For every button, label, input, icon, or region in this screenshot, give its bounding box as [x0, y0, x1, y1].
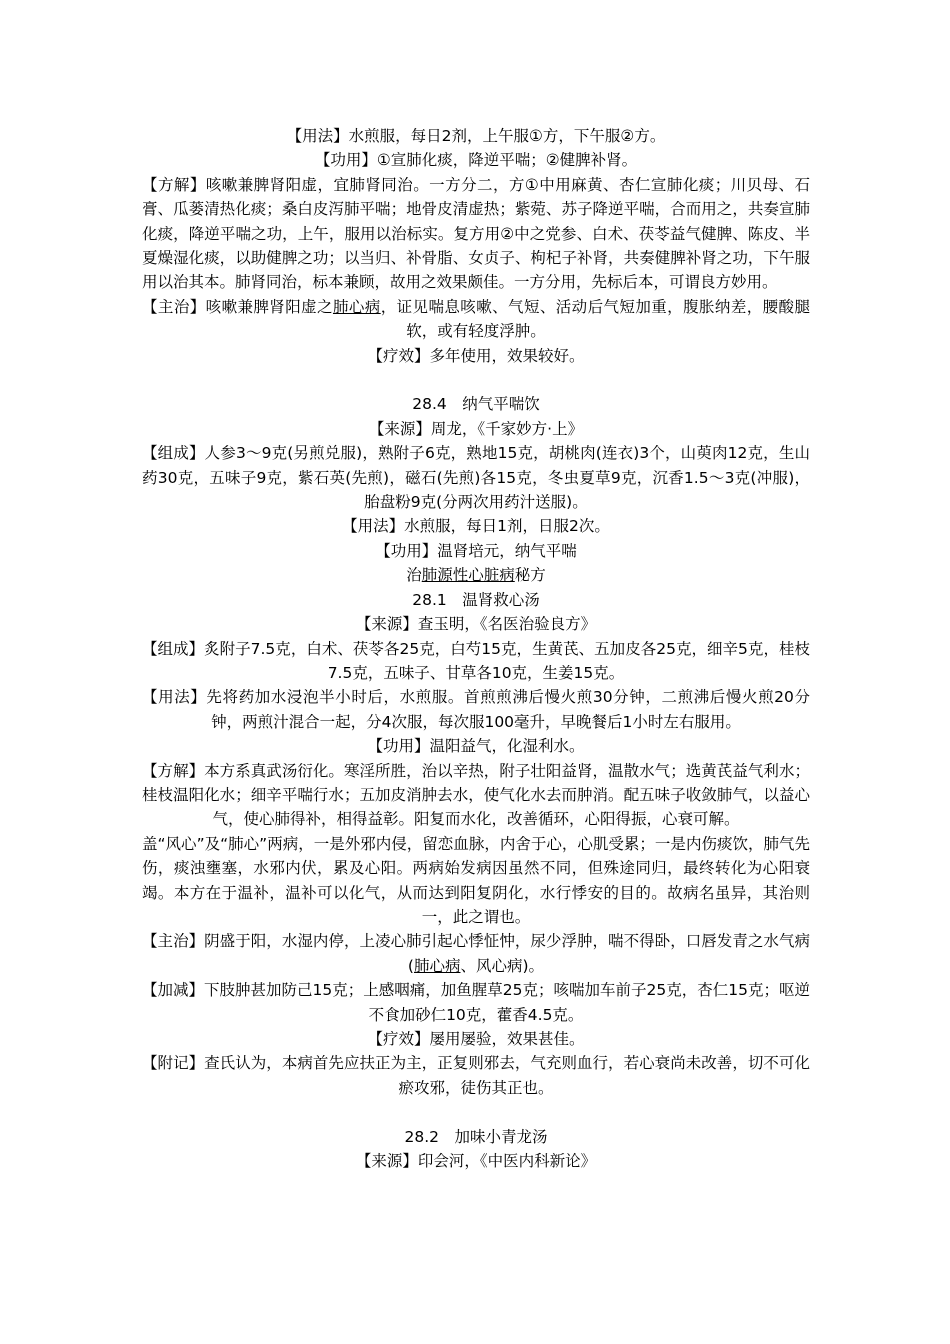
indication-text: 【主治】阴盛于阳，水湿内停，上凌心肺引起心悸怔忡，尿少浮肿，喘不得卧，口唇发青之水气病(	[142, 932, 810, 975]
modification-paragraph: 【加减】下肢肿甚加防己15克；上感咽痛，加鱼腥草25克；咳喘加车前子25克，杏仁15克；呕逆不食加砂仁10克，藿香4.5克。	[142, 981, 810, 1024]
spacer	[142, 368, 810, 392]
explanation-paragraph: 【方解】本方系真武汤衍化。寒淫所胜，治以辛热，附子壮阳益肾，温散水气；选黄芪益气利水；桂枝温阳化水；细辛平喘行水；五加皮消肿去水，使气化水去而肿消。配五味子收敛肺气，以益心气，使心肺得补，相得益彰。阳复而水化，改善循环，心阳得振，心衰可解。	[142, 761, 810, 829]
recipe-title: 28.2 加味小青龙汤	[404, 1127, 548, 1146]
function-line: 【功用】温肾培元，纳气平喘	[375, 541, 577, 560]
chapter-heading-post: 秘方	[514, 566, 546, 585]
indication-paragraph	[142, 295, 810, 344]
function-line: 【功用】①宣肺化痰，降逆平喘；②健脾补肾。	[314, 151, 638, 170]
efficacy-line: 【疗效】屡用屡验，效果甚佳。	[367, 1030, 585, 1049]
source-line: 【来源】周龙，《千家妙方·上》	[368, 419, 584, 438]
indication-text-rest: ，证见喘息咳嗽、气短、活动后气短加重，腹胀纳差，腰酸腿软，或有轻度浮肿。	[380, 297, 810, 341]
appendix-paragraph: 【附记】查氏认为，本病首先应扶正为主，正复则邪去，气充则血行，若心衰尚未改善，切不可化瘀攻邪，徒伤其正也。	[142, 1054, 810, 1097]
chapter-heading-link[interactable]: 肺源性心脏病	[421, 566, 515, 585]
recipe-title: 28.4 纳气平喘饮	[412, 395, 540, 414]
spacer	[142, 1100, 810, 1124]
indication-text: 【主治】咳嗽兼脾肾阳虚之	[142, 297, 333, 316]
source-line: 【来源】查玉明，《名医治验良方》	[355, 615, 597, 634]
function-line: 【功用】温阳益气，化湿利水。	[367, 737, 585, 756]
efficacy-line: 【疗效】多年使用，效果较好。	[367, 346, 585, 365]
composition-paragraph: 【组成】人参3～9克(另煎兑服)，熟附子6克，熟地15克，胡桃肉(连衣)3个，山萸肉12克，生山药30克，五味子9克，紫石英(先煎)，磁石(先煎)各15克，冬虫夏草9克，沉香1.5～3克(冲服)，胎盘粉9克(分两次用药汁送服)。	[142, 444, 810, 512]
disease-link[interactable]: 肺心病	[332, 297, 381, 316]
note-paragraph: 盖“风心”及“肺心”两病，一是外邪内侵，留恋血脉，内舍于心，心肌受累；一是内伤痰饮，肺气先伤，痰浊壅塞，水邪内伏，累及心阳。两病始发病因虽然不同，但殊途同归，最终转化为心阳衰竭。本方在于温补，温补可以化气，从而达到阳复阴化，水行悸安的目的。故病名虽异，其治则一，此之谓也。	[142, 834, 810, 926]
usage-paragraph: 【用法】先将药加水浸泡半小时后，水煎服。首煎煎沸后慢火煎30分钟，二煎沸后慢火煎20分钟，两煎汁混合一起，分4次服，每次服100毫升，早晚餐后1小时左右服用。	[142, 688, 810, 731]
usage-line: 【用法】水煎服，每日2剂，上午服①方，下午服②方。	[286, 127, 666, 145]
document-body	[142, 124, 810, 1173]
indication-paragraph	[142, 929, 810, 978]
chapter-heading	[142, 563, 810, 587]
source-line: 【来源】印会河，《中医内科新论》	[355, 1152, 597, 1171]
chapter-heading-pre: 治	[406, 566, 422, 585]
disease-link[interactable]: 肺心病	[413, 956, 461, 975]
indication-text-rest: 、风心病)。	[460, 956, 545, 975]
usage-line: 【用法】水煎服，每日1剂，日服2次。	[342, 517, 610, 536]
recipe-title: 28.1 温肾救心汤	[412, 590, 540, 609]
composition-paragraph: 【组成】炙附子7.5克，白术、茯苓各25克，白芍15克，生黄芪、五加皮各25克，细辛5克，桂枝7.5克，五味子、甘草各10克，生姜15克。	[142, 639, 810, 682]
explanation-paragraph: 【方解】咳嗽兼脾肾阳虚，宜肺肾同治。一方分二，方①中用麻黄、杏仁宣肺化痰；川贝母、石膏、瓜蒌清热化痰；桑白皮泻肺平喘；地骨皮清虚热；紫菀、苏子降逆平喘，合而用之，共奏宣肺化痰，降逆平喘之功，上午，服用以治标实。复方用②中之党参、白术、茯苓益气健脾、陈皮、半夏燥湿化痰，以助健脾之功；以当归、补骨脂、女贞子、枸杞子补肾，共奏健脾补肾之功，下午服用以治其本。肺肾同治，标本兼顾，故用之效果颇佳。一方分用，先标后本，可谓良方妙用。	[142, 175, 810, 292]
